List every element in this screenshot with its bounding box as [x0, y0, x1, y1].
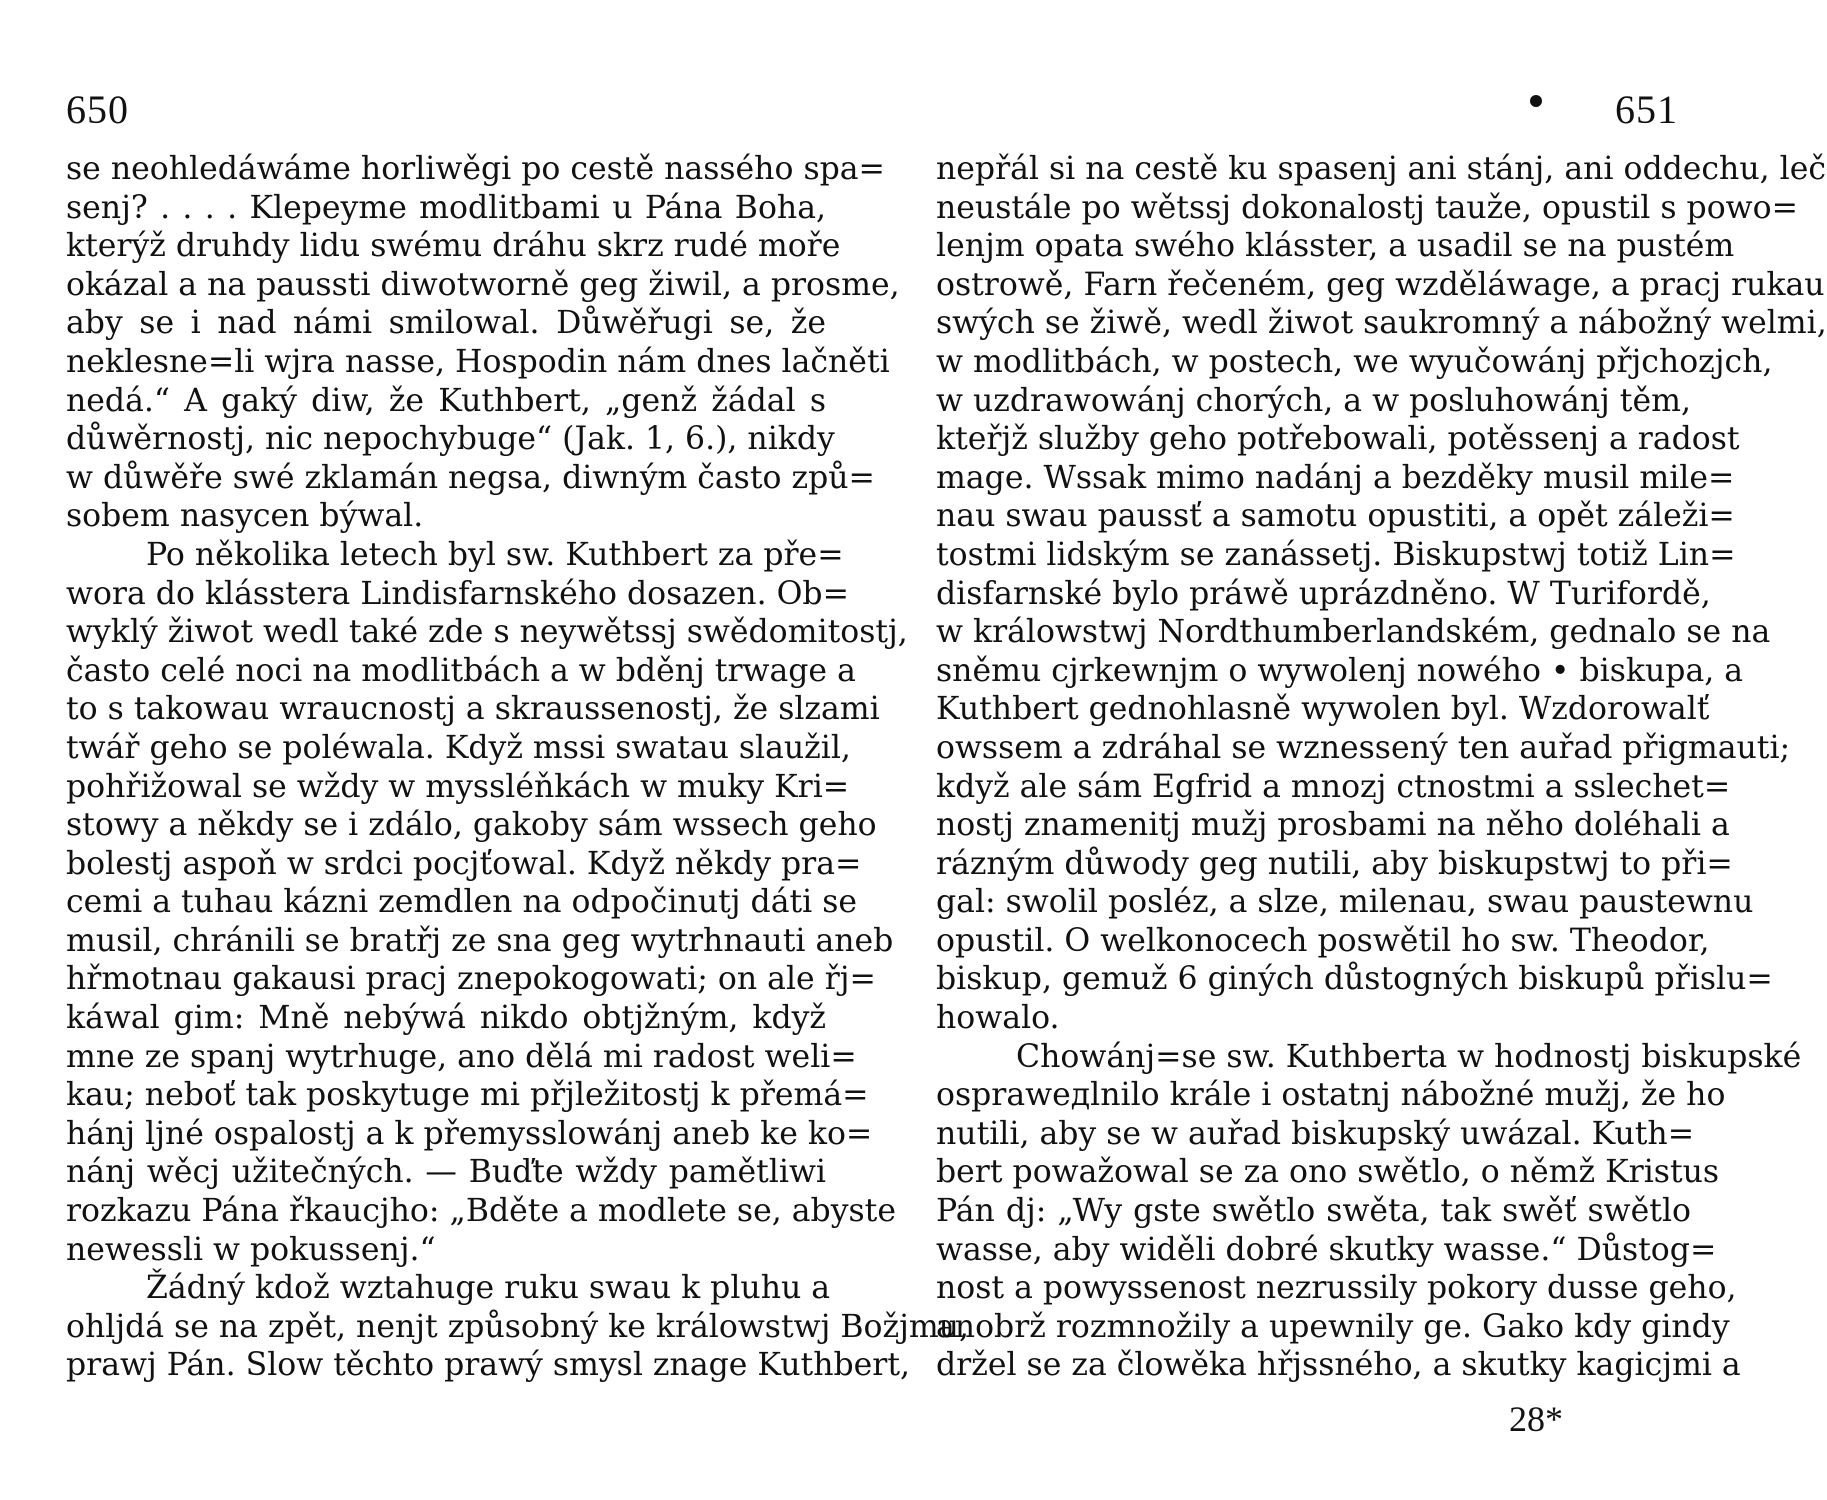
text-line: hřmotnau gakausi pracj znepokogowati; on ale řj= — [66, 961, 876, 998]
text-line: biskup, gemuž 6 giných důstogných biskupů přislu= — [936, 961, 1773, 998]
text-line: ohljdá se na zpět, nenjt způsobný ke králowstwj Božjmu, — [66, 1308, 970, 1345]
text-line: howalo. — [936, 1000, 1060, 1037]
text-line: Po několika letech byl sw. Kuthbert za pře= — [146, 536, 844, 573]
text-line: swých se žiwě, wedl žiwot saukromný a nábožný welmi, — [936, 305, 1827, 342]
text-line: Chowánj=se sw. Kuthberta w hodnostj biskupské — [1016, 1038, 1802, 1075]
text-line: twář geho se poléwala. Když mssi swatau slaužil, — [66, 729, 851, 766]
text-line: nostj znamenitj mužj prosbami na něho doléhali a — [936, 807, 1730, 844]
text-line: cemi a tuhau kázni zemdlen na odpočinutj dáti se — [66, 884, 858, 921]
text-line: neustále po wětssj dokonalostj tauže, opustil s powo= — [936, 189, 1798, 226]
right-page — [869, 0, 1827, 1500]
text-line: nau swau paussť a samotu opustiti, a opět záleži= — [936, 498, 1735, 535]
text-line: newessli w pokussenj.“ — [66, 1231, 436, 1268]
text-line: sněmu cjrkewnjm o wywolenj nowého • biskupa, a — [936, 652, 1744, 689]
text-line: bert powažowal se za ono swětlo, o němž Kristus — [936, 1154, 1720, 1191]
text-line: Kuthbert gednohlasně wywolen byl. Wzdorowalť — [936, 691, 1710, 728]
text-line: kau; neboť tak poskytuge mi přjležitostj k přemá= — [66, 1077, 869, 1114]
text-line: pohřižowal se wždy w myssléňkách w muky Kri= — [66, 768, 850, 805]
text-line: w modlitbách, w postech, we wyučowánj přjchozjch, — [936, 343, 1773, 380]
text-line: Pán dj: „Wy gste swětlo swěta, tak swěť swětlo — [936, 1193, 1691, 1230]
text-line: držel se za člowěka hřjssného, a skutky kagicjmi a — [936, 1347, 1741, 1384]
signature-mark: 28* — [1509, 1399, 1563, 1439]
text-line: když ale sám Egfrid a mnozj ctnostmi a sslechet= — [936, 768, 1731, 805]
text-line: w uzdrawowánj chorých, a w posluhowánj těm, — [936, 382, 1691, 419]
text-line: mage. Wssak mimo nadánj a bezděky musil mile= — [936, 459, 1735, 496]
text-line: sobem nasycen býwal. — [66, 498, 424, 535]
text-line: rozkazu Pána řkaucjho: „Bděte a modlete se, abyste — [66, 1193, 896, 1230]
page-body-text — [936, 150, 1827, 1385]
page-number: 650 — [66, 87, 129, 132]
text-line: opustil. O welkonocech poswětil ho sw. Theodor, — [936, 922, 1710, 959]
text-line: senj? . . . . Klepeyme modlitbami u Pána Boha, — [66, 189, 826, 226]
text-line: se neohledáwáme horliwěgi po cestě nassého spa= — [66, 151, 885, 187]
text-line: lenjm opata swého klásster, a usadil se na pustém — [936, 228, 1735, 265]
text-line: aby se i nad námi smilowal. Důwěřugi se, že — [66, 305, 826, 342]
text-line: nepřál si na cestě ku spasenj ani stánj, ani oddechu, leč — [936, 151, 1827, 187]
text-line: káwal gim: Mně nebýwá nikdo obtjžným, když — [66, 1000, 826, 1037]
text-line: wyklý žiwot wedl také zde s neywětssj swědomitostj, — [66, 614, 908, 651]
text-line: ospraweдlnilo krále i ostatnj nábožné mužj, že ho — [936, 1077, 1726, 1114]
text-line: anobrž rozmnožily a upewnily ge. Gako kdy gindy — [936, 1308, 1730, 1345]
text-line: gal: swolil posléz, a slze, milenau, swau paustewnu — [936, 884, 1754, 921]
text-line: musil, chránili se bratřj ze sna geg wytrhnauti aneb — [66, 922, 894, 959]
text-line: nánj wěcj užitečných. — Buďte wždy pamětliwi — [66, 1154, 826, 1191]
page-body-text — [66, 150, 970, 1385]
text-line: nutili, aby se w auřad biskupský uwázal. Kuth= — [936, 1115, 1695, 1152]
text-line: w králowstwj Nordthumberlandském, gednalo se na — [936, 614, 1771, 651]
text-line: tostmi lidským se zanássetj. Biskupstwj totiž Lin= — [936, 536, 1736, 573]
text-line: mne ze spanj wytrhuge, ano dělá mi radost weli= — [66, 1038, 857, 1075]
text-line: wora do klásstera Lindisfarnského dosazen. Ob= — [66, 575, 849, 612]
text-line: hánj ljné ospalostj a k přemysslowánj aneb ke ko= — [66, 1115, 873, 1152]
text-line: důwěrnostj, nic nepochybuge“ (Jak. 1, 6.), nikdy — [66, 421, 835, 458]
page-number: 651 — [1615, 87, 1678, 132]
text-line: disfarnské bylo práwě uprázdněno. W Turifordě, — [936, 575, 1711, 612]
text-line: kteřjž služby geho potřebowali, potěssenj a radost — [936, 421, 1740, 458]
text-line: wasse, aby widěli dobré skutky wasse.“ Důstog= — [936, 1231, 1717, 1268]
text-line: okázal a na paussti diwotworně geg žiwil, a prosme, — [66, 266, 900, 303]
text-line: stowy a někdy se i zdálo, gakoby sám wssech geho — [66, 807, 877, 844]
text-line: neklesne=li wjra nasse, Hospodin nám dnes lačněti — [66, 343, 890, 380]
text-line: často celé noci na modlitbách a w bděnj trwage a — [66, 652, 856, 689]
text-line: w důwěře swé zklamán negsa, diwným často způ= — [66, 459, 875, 496]
text-line: Žádný kdož wztahuge ruku swau k pluhu a — [146, 1270, 831, 1307]
text-line: rázným důwody geg nutili, aby biskupstwj to při= — [936, 845, 1733, 882]
text-line: nost a powyssenost nezrussily pokory dusse geho, — [936, 1270, 1737, 1307]
text-line: to s takowau wraucnostj a skraussenostj, že slzami — [66, 691, 880, 728]
ink-dot-mark — [1530, 95, 1542, 107]
text-line: prawj Pán. Slow těchto prawý smysl znage Kuthbert, — [66, 1347, 911, 1384]
text-line: nedá.“ A gaký diw, že Kuthbert, „genž žádal s — [66, 382, 826, 419]
text-line: bolestj aspoň w srdci pocjťowal. Když někdy pra= — [66, 845, 862, 882]
text-line: kterýž druhdy lidu swému dráhu skrz rudé moře — [66, 228, 841, 265]
text-line: ostrowě, Farn řečeném, geg wzděláwage, a pracj rukau — [936, 266, 1825, 303]
text-line: owssem a zdráhal se wznessený ten auřad přigmauti; — [936, 729, 1791, 766]
